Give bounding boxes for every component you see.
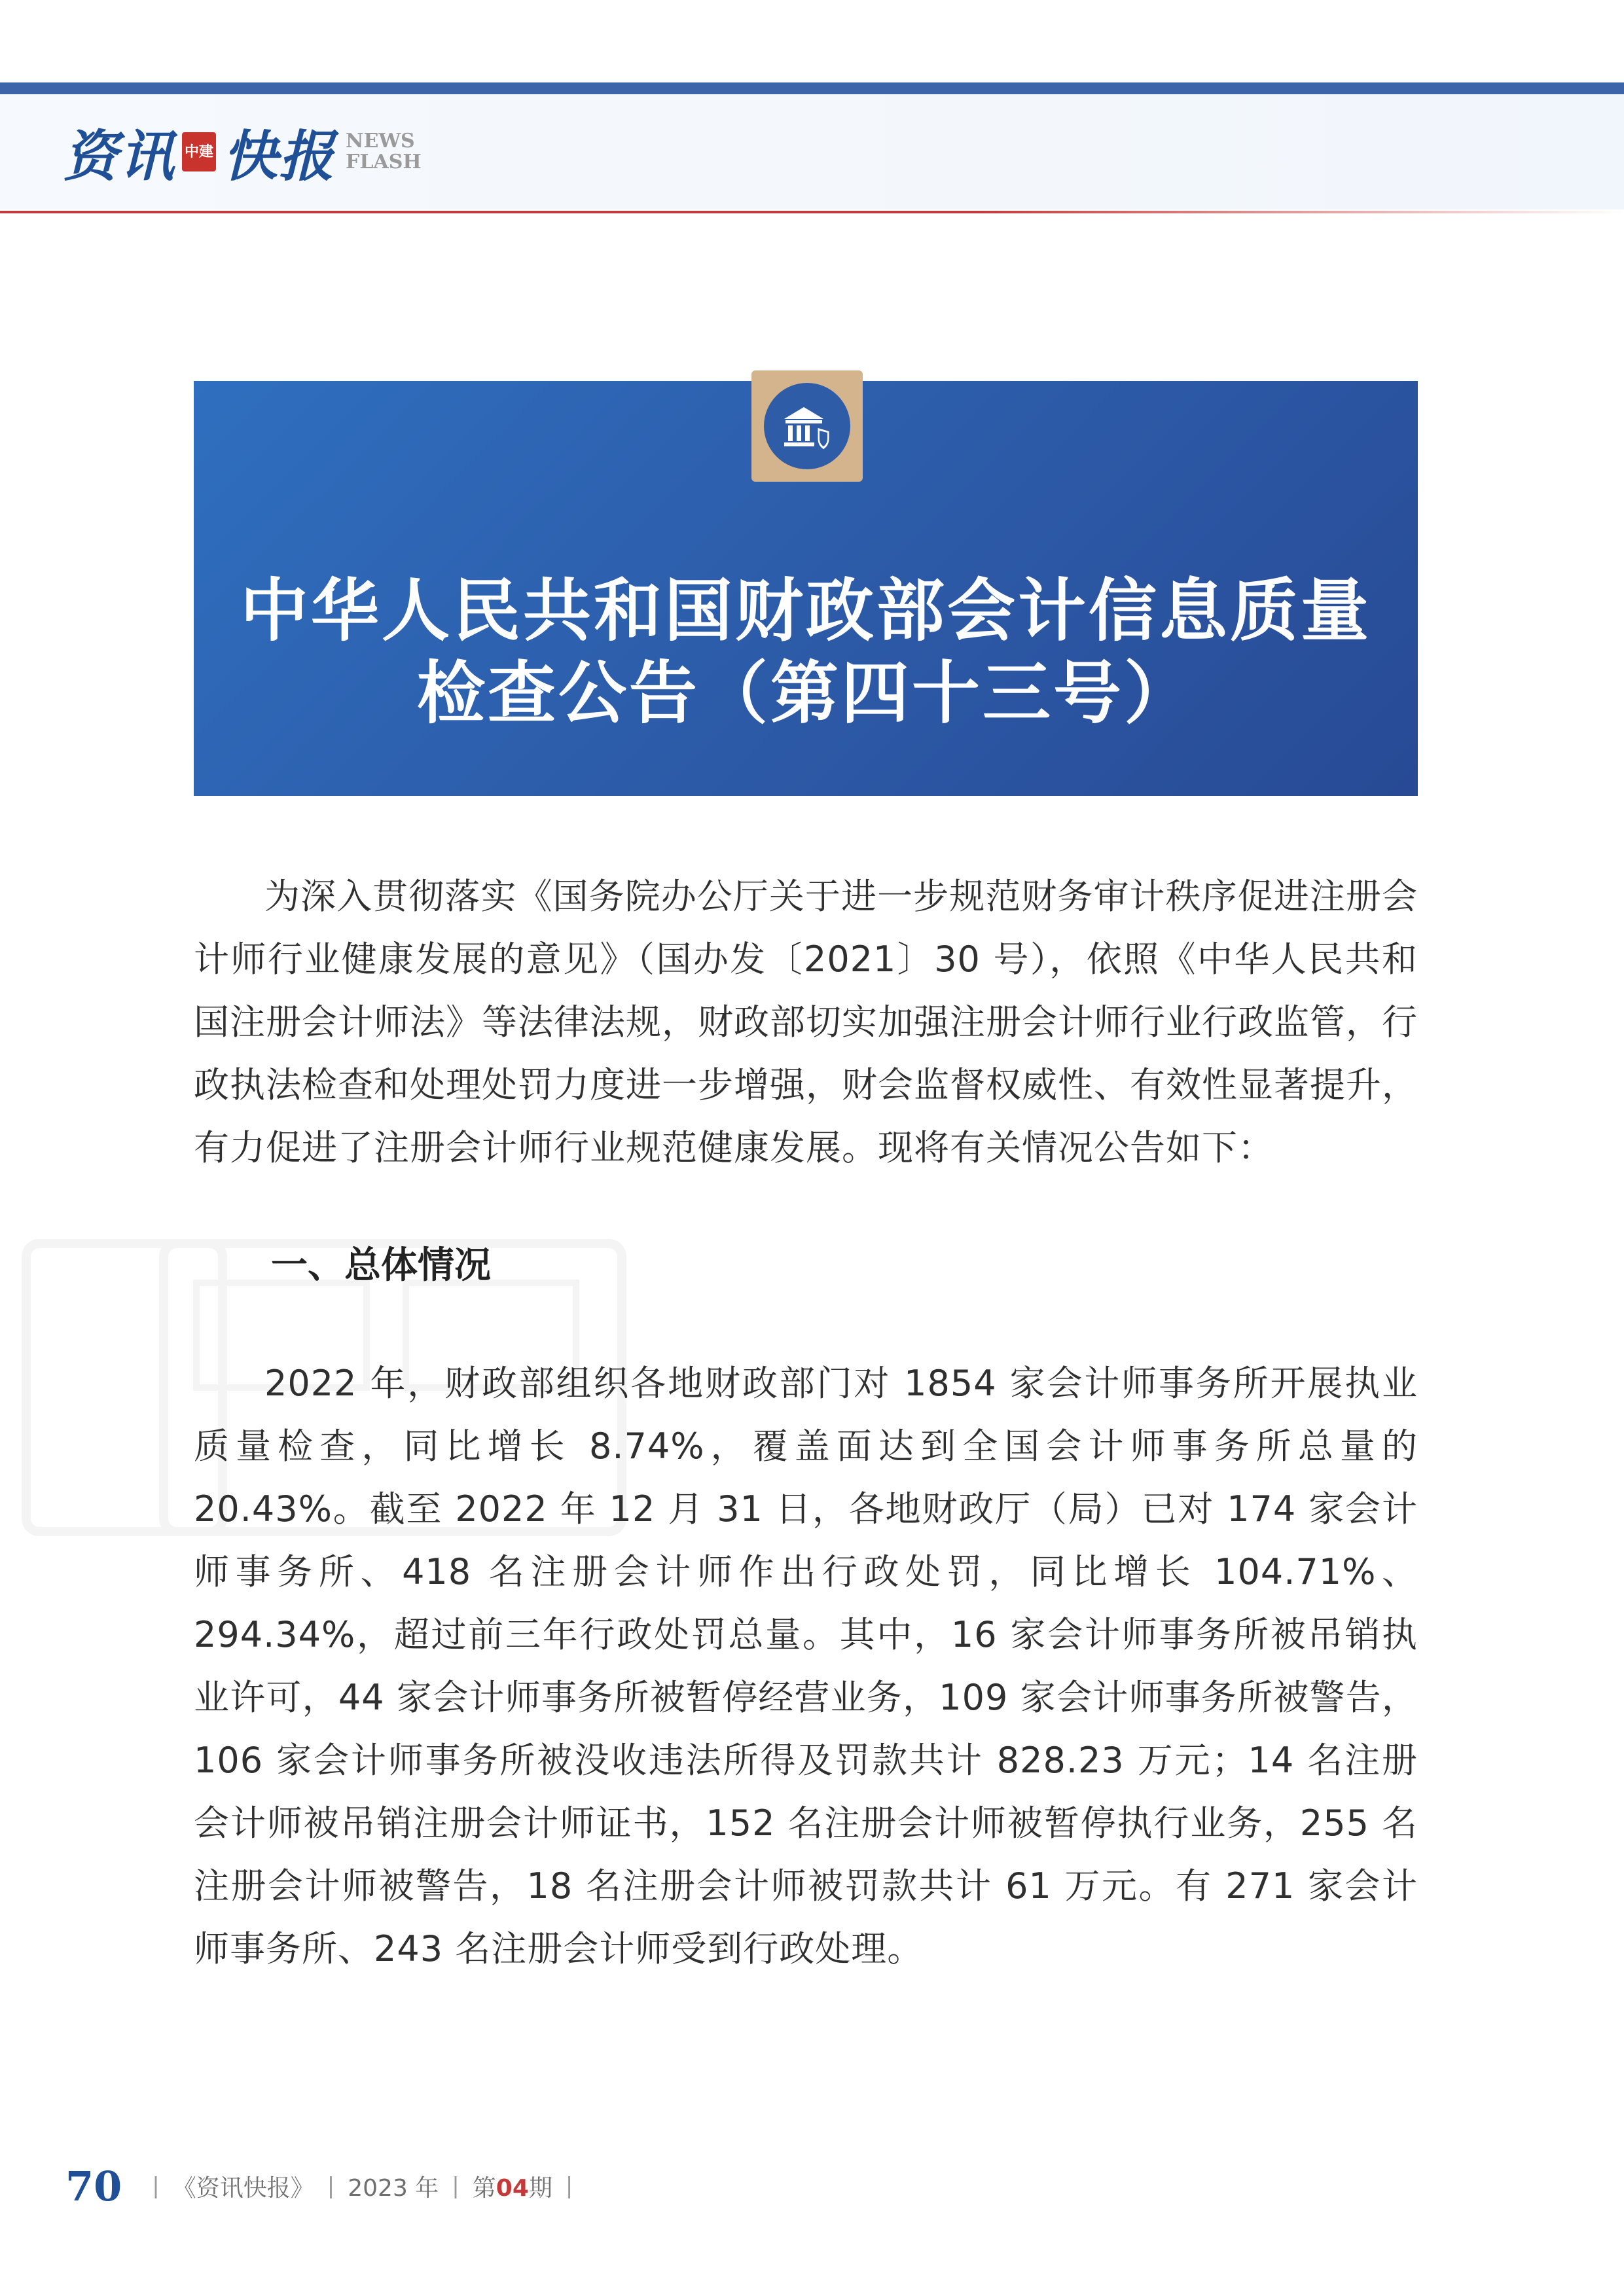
footer-separator: |	[152, 2173, 160, 2199]
footer-separator: |	[452, 2173, 460, 2199]
masthead-logo	[63, 113, 422, 191]
masthead-news-flash	[346, 131, 422, 173]
issue-prefix: 第	[472, 2174, 496, 2202]
page-title	[194, 569, 1418, 734]
masthead-flash: FLASH	[346, 151, 422, 173]
emblem-circle	[764, 383, 850, 469]
bank-shield-icon	[778, 397, 837, 456]
footer-separator: |	[327, 2173, 335, 2199]
masthead-seal: 中建	[182, 132, 216, 171]
masthead-part2: 快报	[223, 123, 336, 188]
page-number: 70	[65, 2162, 122, 2210]
masthead-part1: 资讯	[63, 123, 176, 188]
header-top-bar	[0, 82, 1624, 94]
header-divider	[0, 211, 1624, 213]
title-line-2: 检查公告（第四十三号）	[416, 653, 1195, 733]
footer-issue	[473, 2170, 552, 2203]
title-line-1: 中华人民共和国财政部会计信息质量	[240, 571, 1371, 651]
intro-paragraph: 为深入贯彻落实《国务院办公厅关于进一步规范财务审计秩序促进注册会计师行业健康发展的意见》（国办发〔2021〕30 号），依照《中华人民共和国注册会计师法》等法律法规，财政部切实加强注册会计师行业行政监管，行政执法检查和处理处罚力度进一步增强，财会监督权威性、有效性显著提升，有力促进了注册会计师行业规范健康发展。现将有关情况公告如下：	[194, 876, 1418, 1168]
masthead-news: NEWS	[346, 130, 415, 152]
overview-paragraph: 2022 年，财政部组织各地财政部门对 1854 家会计师事务所开展执业质量检查，同比增长 8.74%，覆盖面达到全国会计师事务所总量的 20.43%。截至 2022 年 12 月 31 日，各地财政厅（局）已对 174 家会计师事务所、418 名注册会计师作出行政处罚，同比增长 104.71%、294.34%，超过前三年行政处罚总量。其中，16 家会计师事务所被吊销执业许可，44 家会计师事务所被暂停经营业务，109 家会计师事务所被警告，106 家会计师事务所被没收违法所得及罚款共计 828.23 万元；14 名注册会计师被吊销注册会计师证书，152 名注册会计师被暂停执行业务，255 名注册会计师被警告，18 名注册会计师被罚款共计 61 万元。有 271 家会计师事务所、243 名注册会计师受到行政处理。	[194, 1363, 1418, 1969]
footer-publication: 《资讯快报》	[172, 2174, 314, 2202]
footer-separator: |	[565, 2173, 573, 2199]
footer-year: 2023 年	[348, 2174, 439, 2202]
section-heading-overview: 一、总体情况	[271, 1244, 491, 1287]
article-body	[194, 865, 1418, 1981]
issue-number: 04	[496, 2174, 529, 2202]
issue-suffix: 期	[528, 2174, 552, 2202]
page-footer	[65, 2160, 586, 2212]
title-emblem	[751, 370, 863, 482]
